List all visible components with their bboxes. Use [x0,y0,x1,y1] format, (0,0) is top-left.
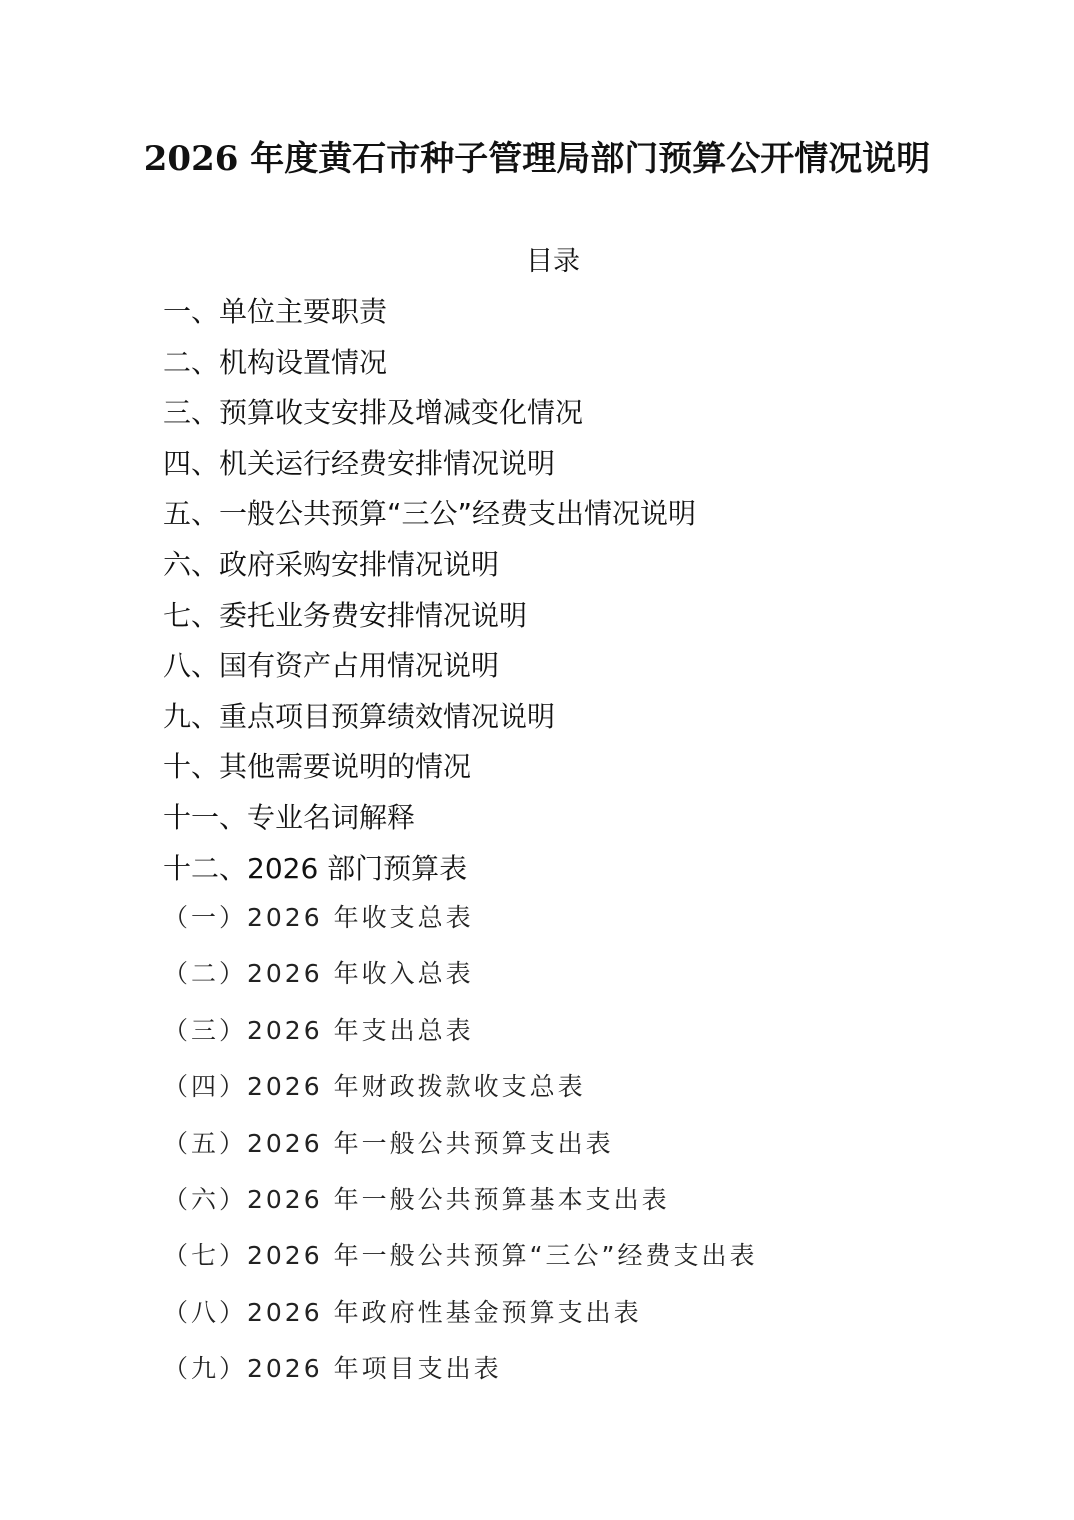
toc-item: 五、一般公共预算“三公”经费支出情况说明 [163,497,697,531]
toc-sub-item: （八）2026 年政府性基金预算支出表 [163,1297,642,1327]
toc-sub-item: （六）2026 年一般公共预算基本支出表 [163,1184,670,1214]
toc-item: 十、其他需要说明的情况 [163,750,472,784]
toc-item: 七、委托业务费安排情况说明 [163,598,528,632]
toc-item: 八、国有资产占用情况说明 [163,649,500,683]
toc-sub-item: （五）2026 年一般公共预算支出表 [163,1128,614,1158]
toc-item: 十一、专业名词解释 [163,800,416,834]
toc-sub-item: （三）2026 年支出总表 [163,1015,474,1045]
toc-sub-item: （九）2026 年项目支出表 [163,1354,502,1384]
toc-sub-item: （四）2026 年财政拨款收支总表 [163,1072,586,1102]
toc-item: 四、机关运行经费安排情况说明 [163,446,556,480]
toc-item: 一、单位主要职责 [163,295,388,328]
document-title: 2026 年度黄石市种子管理局部门预算公开情况说明 [143,139,931,179]
toc-sub-item: （一）2026 年收支总表 [163,903,474,932]
toc-item: 三、预算收支安排及增减变化情况 [163,396,584,430]
toc-sub-list [163,895,757,1403]
toc-heading: 目录 [526,246,580,277]
toc-item: 六、政府采购安排情况说明 [163,547,500,581]
toc-item: 九、重点项目预算绩效情况说明 [163,699,556,733]
toc-sub-item: （二）2026 年收入总表 [163,959,474,989]
toc-item: 二、机构设置情况 [163,345,388,379]
toc-main-list [163,289,696,896]
toc-sub-item: （七）2026 年一般公共预算“三公”经费支出表 [163,1241,758,1271]
toc-item: 十二、2026 部门预算表 [163,851,468,885]
